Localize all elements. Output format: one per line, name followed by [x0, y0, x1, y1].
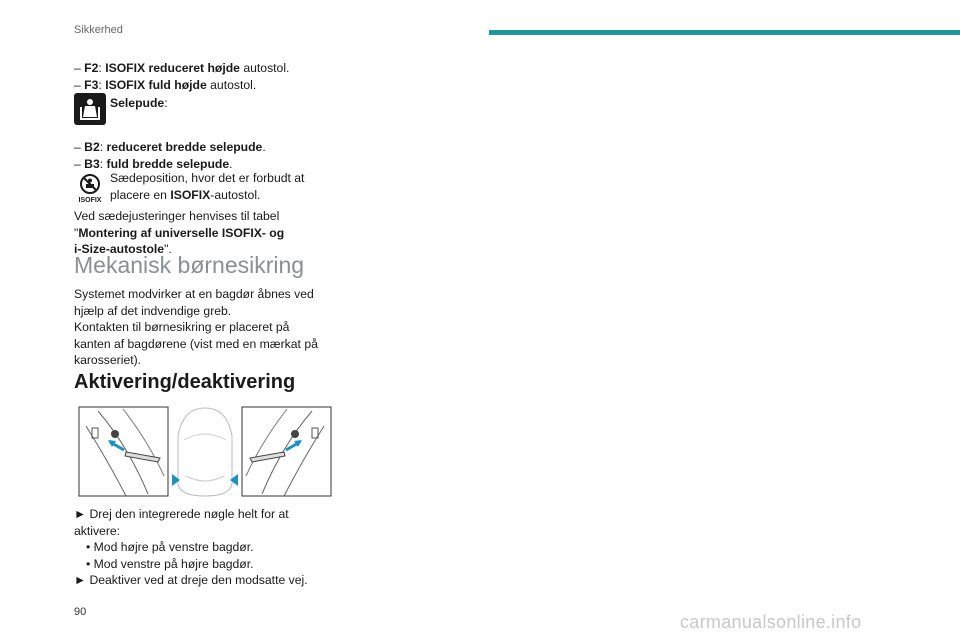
- page-number: 90: [74, 606, 87, 618]
- heading-activation: Aktivering/deaktivering: [74, 371, 296, 393]
- isofix-forbidden-icon: [74, 172, 106, 204]
- isofix-forbidden-text: Sædeposition, hvor det er forbudt at placere en ISOFIX-autostol.: [110, 171, 305, 202]
- svg-text:ISOFIX: ISOFIX: [78, 197, 102, 204]
- mechanical-paragraph: Systemet modvirker at en bagdør åbnes ved hjælp af det indvendige greb. Kontakten til børnesikring er placeret på kanten af bagdørene (vist med en mærkat på karosseriet).: [74, 287, 318, 367]
- seat-f3: – F3: ISOFIX fuld højde autostol.: [74, 77, 257, 92]
- airbag-label: Selepude:: [110, 96, 168, 110]
- seat-b3: – B3: fuld bredde selepude.: [74, 156, 233, 171]
- heading-mechanical-child-lock: Mekanisk børnesikring: [74, 252, 305, 278]
- seat-b2: – B2: reduceret bredde selepude.: [74, 140, 266, 154]
- child-lock-illustration: [78, 406, 332, 498]
- child-seat-airbag-icon: [74, 93, 106, 125]
- watermark: carmanualsonline.info: [680, 612, 862, 632]
- seat-f2: – F2: ISOFIX reduceret højde autostol.: [74, 61, 290, 75]
- reference-note: Ved sædejusteringer henvises til tabel "Montering af universelle ISOFIX- og i-Size-autostole".: [74, 209, 285, 256]
- isofix-forbidden-row: [74, 172, 344, 208]
- activation-steps: ► Drej den integrerede nøgle helt for at aktivere: • Mod højre på venstre bagdør. • Mod venstre på højre bagdør. ► Deaktiver ved at dreje den modsatte vej.: [74, 507, 308, 587]
- section-label: Sikkerhed: [74, 24, 123, 36]
- section-accent-bar: [489, 30, 960, 35]
- airbag-row: [74, 93, 344, 129]
- seat-list: [74, 60, 344, 258]
